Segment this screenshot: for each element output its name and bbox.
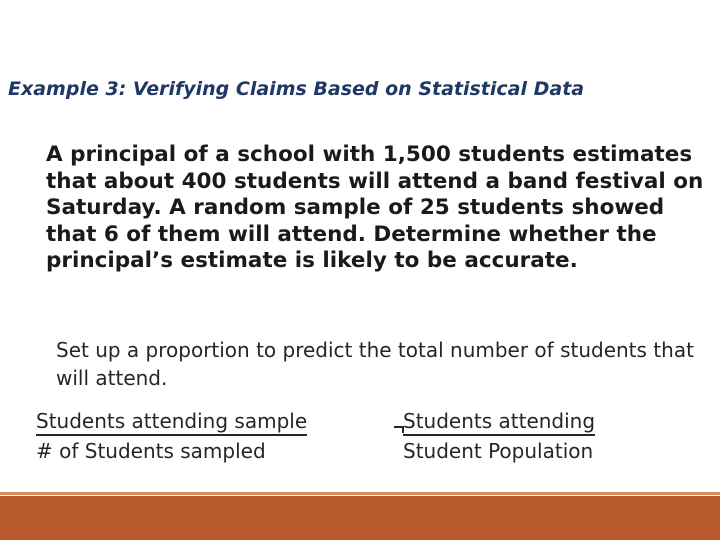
- left-denominator: # of Students sampled: [36, 439, 266, 463]
- right-denominator: Student Population: [403, 439, 594, 463]
- left-numerator: Students attending sample: [36, 408, 307, 436]
- problem-statement: A principal of a school with 1,500 students estimates that about 400 students will attend a band festival on Saturday. A random sample of 25 students showed that 6 of them will attend. Determine whether the principal’s estimate is likely to be accurate.: [46, 142, 704, 273]
- right-numerator: Students attending: [403, 408, 595, 436]
- right-ratio: [403, 406, 595, 466]
- left-ratio: [36, 406, 307, 466]
- footer-accent-line: [0, 492, 720, 495]
- setup-instruction: Set up a proportion to predict the total number of students that will attend.: [56, 338, 694, 390]
- footer-bar: [0, 496, 720, 540]
- slide-title: Example 3: Verifying Claims Based on Statistical Data: [8, 78, 585, 100]
